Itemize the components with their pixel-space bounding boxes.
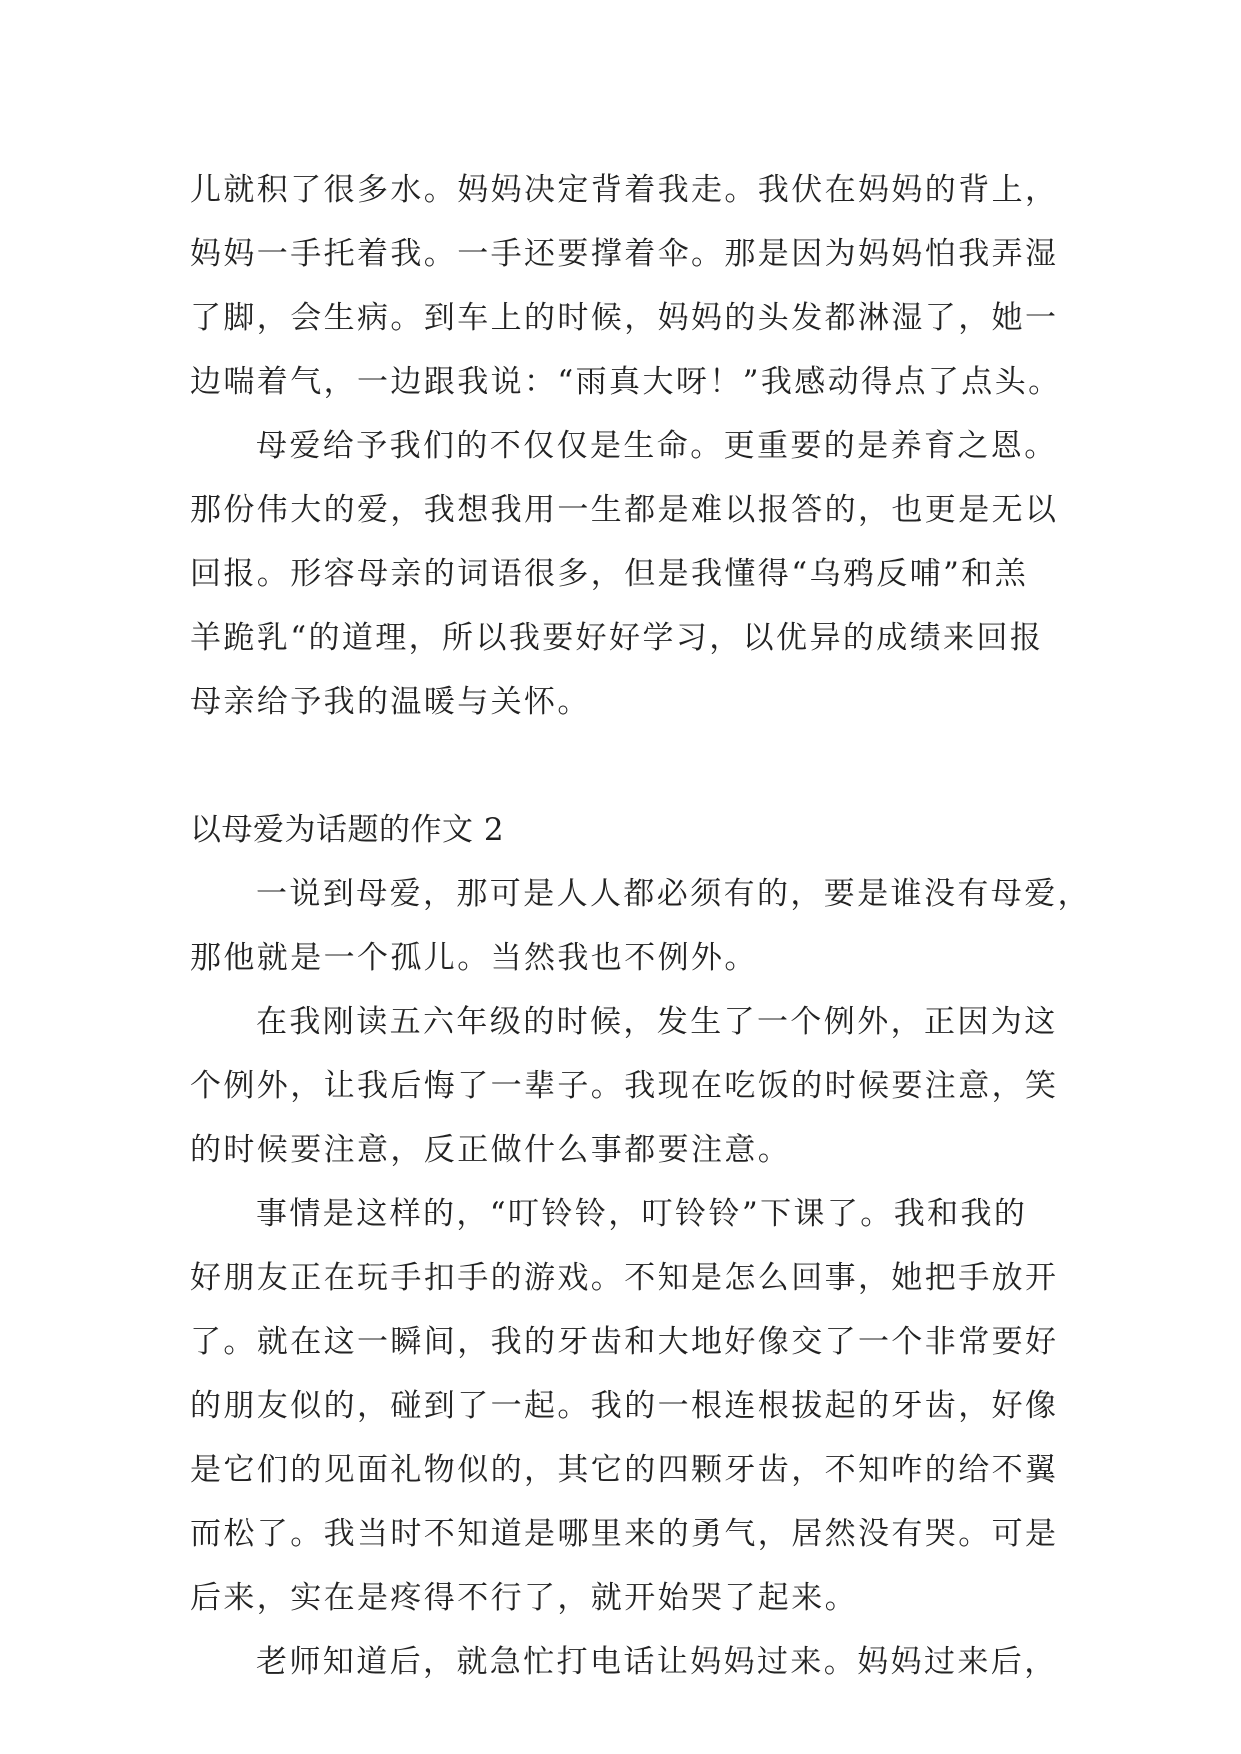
section-spacer (190, 734, 1070, 798)
paragraph-line: 妈妈一手托着我。一手还要撑着伞。那是因为妈妈怕我弄湿 (190, 236, 1059, 272)
paragraph-line: 羊跪乳“的道理，所以我要好好学习，以优异的成绩来回报 (190, 620, 1044, 656)
paragraph-line: 回报。形容母亲的词语很多，但是我懂得“乌鸦反哺”和羔 (190, 556, 1029, 592)
essay2-paragraph-3 (190, 1182, 1070, 1630)
paragraph-line: 那他就是一个孤儿。当然我也不例外。 (190, 940, 758, 976)
paragraph-line: 在我刚读五六年级的时候，发生了一个例外，正因为这 (256, 1004, 1058, 1040)
paragraph-line: 而松了。我当时不知道是哪里来的勇气，居然没有哭。可是 (190, 1516, 1059, 1552)
paragraph-line: 个例外，让我后悔了一辈子。我现在吃饭的时候要注意，笑 (190, 1068, 1059, 1104)
paragraph-conclusion (190, 414, 1070, 734)
essay2-paragraph-2 (190, 990, 1070, 1182)
essay2-paragraph-1 (190, 862, 1091, 990)
paragraph-line: 母爱给予我们的不仅仅是生命。更重要的是养育之恩。 (256, 428, 1058, 464)
paragraph-line: 事情是这样的，“叮铃铃，叮铃铃”下课了。我和我的 (256, 1196, 1028, 1232)
essay-title: 以母爱为话题的作文 2 (190, 812, 505, 848)
paragraph-line: 的朋友似的，碰到了一起。我的一根连根拔起的牙齿，好像 (190, 1388, 1059, 1424)
paragraph-line: 好朋友正在玩手扣手的游戏。不知是怎么回事，她把手放开 (190, 1260, 1059, 1296)
paragraph-line: 儿就积了很多水。妈妈决定背着我走。我伏在妈妈的背上， (190, 172, 1059, 208)
paragraph-line: 一说到母爱，那可是人人都必须有的，要是谁没有母爱， (256, 876, 1091, 912)
paragraph-line: 的时候要注意，反正做什么事都要注意。 (190, 1132, 792, 1168)
paragraph-continuation (190, 158, 1070, 414)
paragraph-line: 边喘着气，一边跟我说：“雨真大呀！”我感动得点了点头。 (190, 364, 1062, 400)
paragraph-line: 老师知道后，就急忙打电话让妈妈过来。妈妈过来后， (256, 1644, 1058, 1680)
paragraph-line: 是它们的见面礼物似的，其它的四颗牙齿，不知咋的给不翼 (190, 1452, 1059, 1488)
paragraph-line: 那份伟大的爱，我想我用一生都是难以报答的，也更是无以 (190, 492, 1059, 528)
paragraph-line: 母亲给予我的温暖与关怀。 (190, 684, 591, 720)
paragraph-line: 了脚，会生病。到车上的时候，妈妈的头发都淋湿了，她一 (190, 300, 1059, 336)
document-page (190, 158, 1091, 1694)
paragraph-line: 后来，实在是疼得不行了，就开始哭了起来。 (190, 1580, 858, 1616)
paragraph-line: 了。就在这一瞬间，我的牙齿和大地好像交了一个非常要好 (190, 1324, 1059, 1360)
essay2-paragraph-4 (190, 1630, 1070, 1694)
